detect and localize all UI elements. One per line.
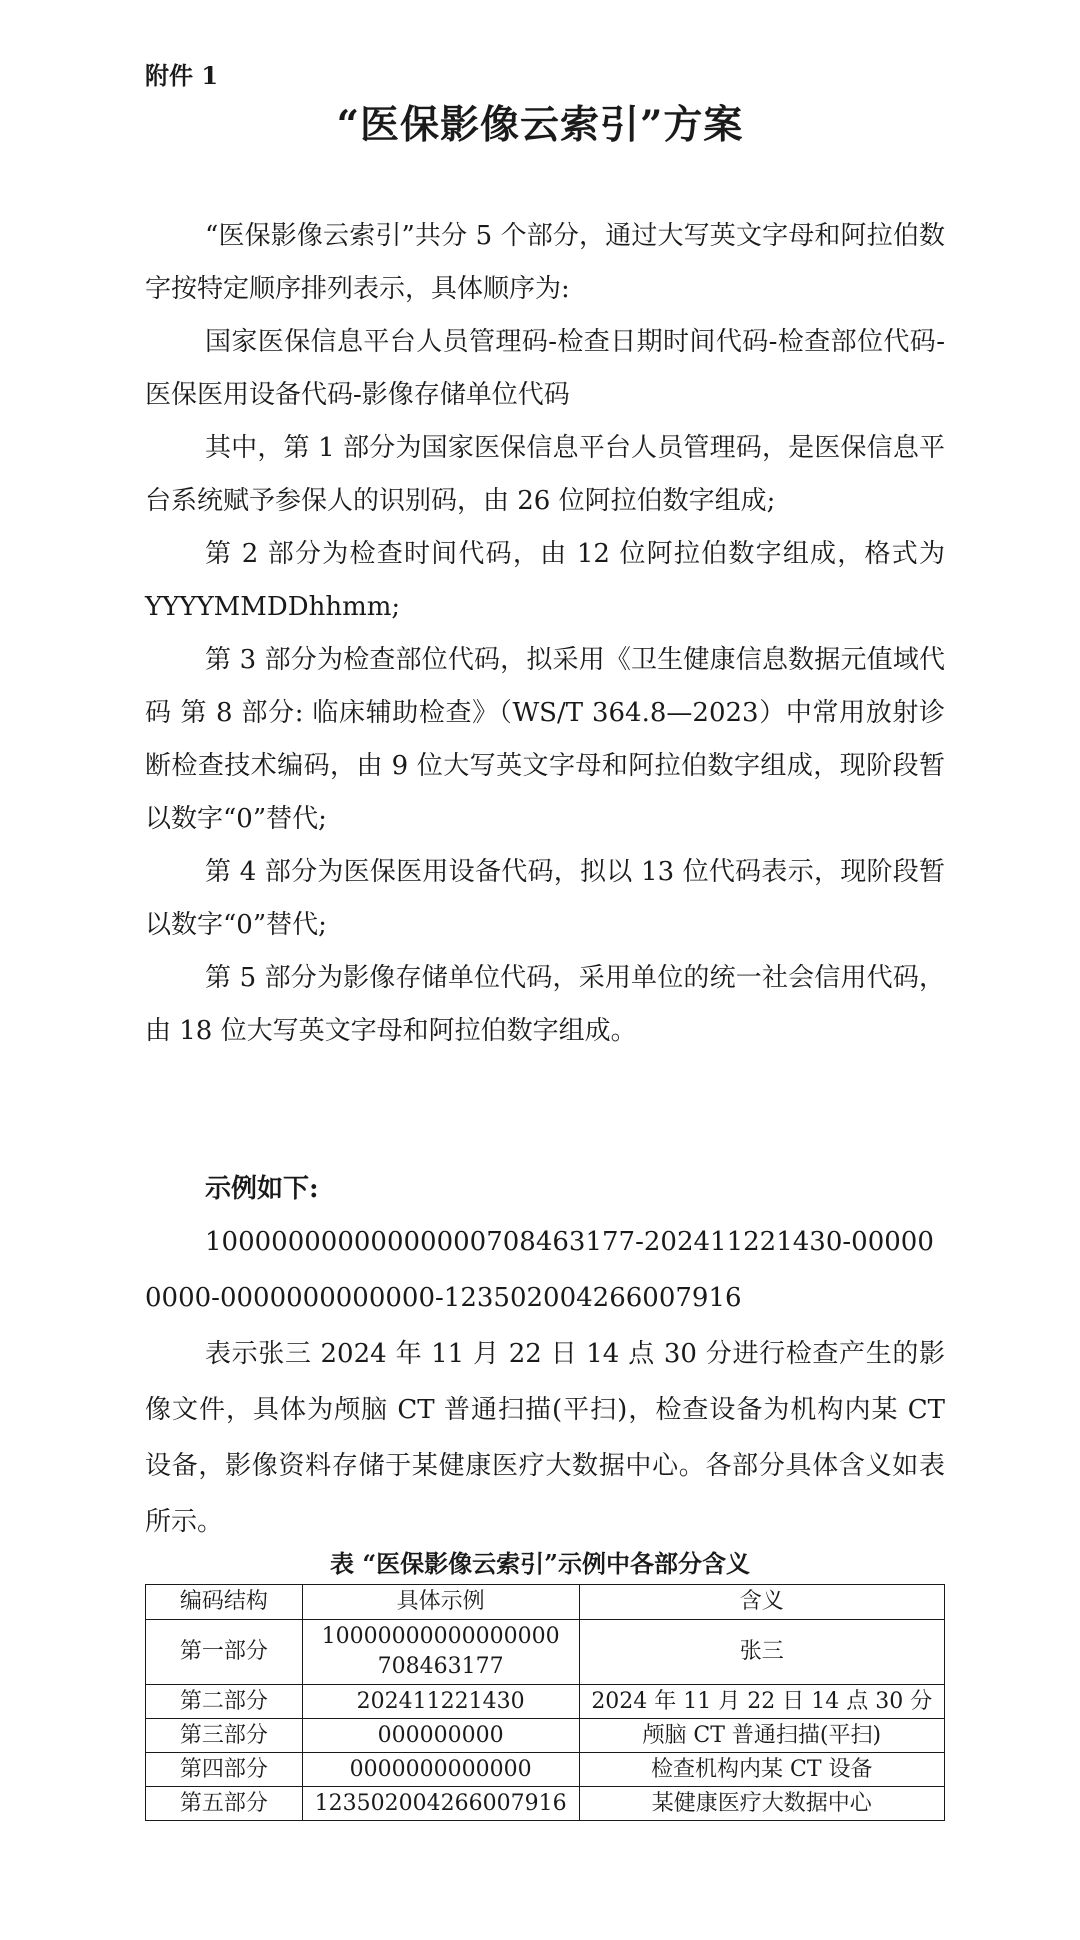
table-cell: 第三部分: [146, 1719, 303, 1753]
paragraph: 第 5 部分为影像存储单位代码，采用单位的统一社会信用代码，由 18 位大写英文字母和阿拉伯数字组成。: [145, 963, 945, 1046]
paragraph: 国家医保信息平台人员管理码-检查日期时间代码-检查部位代码-医保医用设备代码-影像存储单位代码: [145, 327, 945, 410]
table-cell: 0000000000000: [302, 1753, 579, 1787]
table-header-cell: 含义: [579, 1585, 944, 1620]
table-row: [146, 1787, 945, 1821]
table-cell: 000000000: [302, 1719, 579, 1753]
table-cell: 张三: [579, 1620, 944, 1685]
table-row: [146, 1620, 945, 1685]
table-cell: 202411221430: [302, 1685, 579, 1719]
paragraph: 第 4 部分为医保医用设备代码，拟以 13 位代码表示，现阶段暂以数字“0”替代;: [145, 857, 945, 940]
example-section: [145, 1214, 945, 1550]
meaning-table: [145, 1584, 945, 1821]
table-cell: 第二部分: [146, 1685, 303, 1719]
table-cell: [302, 1620, 579, 1685]
table-cell: 2024 年 11 月 22 日 14 点 30 分: [579, 1685, 944, 1719]
paragraph: 第 3 部分为检查部位代码，拟采用《卫生健康信息数据元值域代码 第 8 部分: 临床辅助检查》（WS/T 364.8—2023）中常用放射诊断检查技术编码，由 9 位大写英文字母和阿拉伯数字组成，现阶段暂以数字“0”替代;: [145, 645, 945, 834]
table-cell: 颅脑 CT 普通扫描(平扫): [579, 1719, 944, 1753]
table-cell: 第一部分: [146, 1620, 303, 1685]
table-cell: 123502004266007916: [302, 1787, 579, 1821]
table-row: [146, 1719, 945, 1753]
example-explanation: 表示张三 2024 年 11 月 22 日 14 点 30 分进行检查产生的影像文件，具体为颅脑 CT 普通扫描(平扫)，检查设备为机构内某 CT 设备，影像资料存储于某健康医疗大数据中心。各部分具体含义如表所示。: [145, 1339, 945, 1537]
table-cell: 某健康医疗大数据中心: [579, 1787, 944, 1821]
table-caption: 表 “医保影像云索引”示例中各部分含义: [330, 1549, 750, 1578]
attachment-label: 附件 1: [145, 61, 219, 90]
table-row: [146, 1685, 945, 1719]
table-header-cell: 具体示例: [302, 1585, 579, 1620]
table-cell: 第四部分: [146, 1753, 303, 1787]
table-header-cell: 编码结构: [146, 1585, 303, 1620]
table-cell: 第五部分: [146, 1787, 303, 1821]
paragraph: 第 2 部分为检查时间代码，由 12 位阿拉伯数字组成，格式为 YYYYMMDDhhmm;: [145, 539, 945, 622]
table-cell: 检查机构内某 CT 设备: [579, 1753, 944, 1787]
example-code: 10000000000000000708463177-202411221430-000000000-0000000000000-123502004266007916: [145, 1227, 934, 1313]
table-cell-text: 10000000000000000708463177: [321, 1624, 560, 1679]
example-heading: 示例如下:: [205, 1174, 319, 1204]
paragraph: 其中，第 1 部分为国家医保信息平台人员管理码，是医保信息平台系统赋予参保人的识别码，由 26 位阿拉伯数字组成;: [145, 433, 945, 516]
table-header-row: [146, 1585, 945, 1620]
document-body: [145, 210, 945, 1058]
table-row: [146, 1753, 945, 1787]
paragraph: “医保影像云索引”共分 5 个部分，通过大写英文字母和阿拉伯数字按特定顺序排列表示，具体顺序为:: [145, 221, 945, 304]
document-title: “医保影像云索引”方案: [336, 102, 744, 148]
